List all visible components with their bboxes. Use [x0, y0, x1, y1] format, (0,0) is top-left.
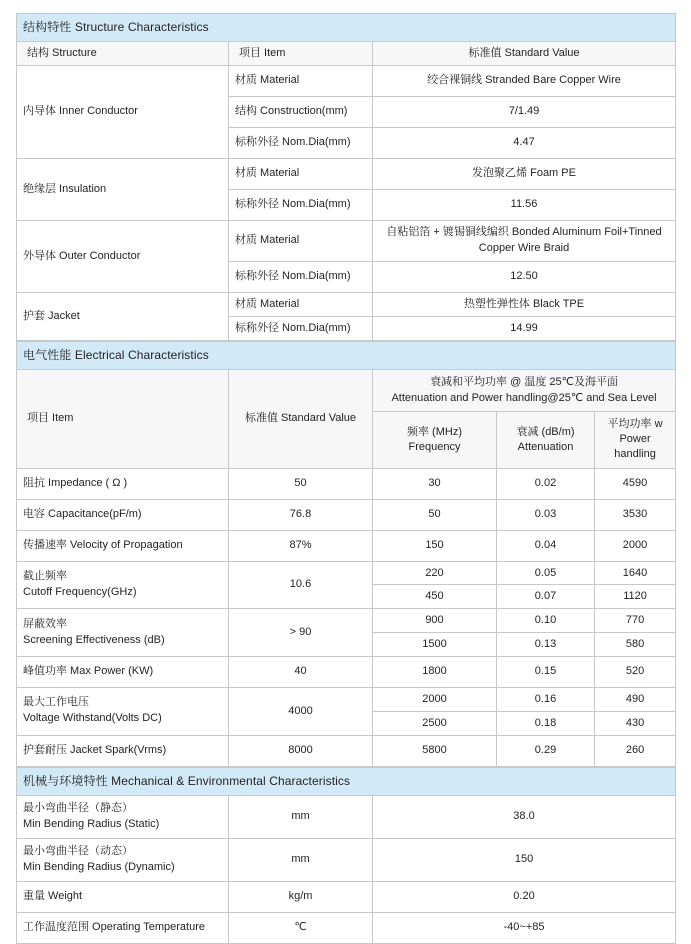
attenuation-value: 0.02 [497, 468, 595, 499]
electrical-item-label [17, 561, 229, 609]
electrical-item-label-en: Cutoff Frequency(GHz) [23, 585, 137, 598]
table-row [17, 468, 676, 499]
table-row [17, 220, 676, 261]
header-item: 项目 Item [17, 369, 229, 468]
mechanical-row-label-cn: 最小弯曲半径（动态） [23, 844, 133, 857]
table-row [17, 687, 676, 711]
group-label-outer-conductor: 外导体 Outer Conductor [17, 220, 229, 292]
item-value: 热塑性弹性体 Black TPE [373, 292, 676, 316]
table-row [17, 795, 676, 838]
electrical-item-value: 40 [229, 656, 373, 687]
item-label: 标称外径 Nom.Dia(mm) [229, 127, 373, 158]
power-value: 3530 [595, 499, 676, 530]
mechanical-value: -40~+85 [373, 912, 676, 943]
header-frequency-en: Frequency [408, 440, 461, 453]
structure-column-header-row [17, 42, 676, 66]
item-value: 7/1.49 [373, 96, 676, 127]
header-power-handling-en1: Power [619, 433, 651, 446]
table-row [17, 881, 676, 912]
header-power-handling-en2: handling [614, 447, 656, 460]
frequency-value: 5800 [373, 735, 497, 766]
item-label: 结构 Construction(mm) [229, 96, 373, 127]
electrical-item-value: 10.6 [229, 561, 373, 609]
electrical-item-value: 50 [229, 468, 373, 499]
mechanical-unit: kg/m [229, 881, 373, 912]
header-frequency [373, 411, 497, 468]
electrical-item-label-en: Voltage Withstand(Volts DC) [23, 712, 162, 725]
header-frequency-cn: 频率 (MHz) [407, 425, 462, 438]
mechanical-value: 0.20 [373, 881, 676, 912]
frequency-value: 900 [373, 609, 497, 633]
mechanical-unit: mm [229, 838, 373, 881]
header-attenuation-power-group-en: Attenuation and Power handling@25℃ and Sea Level [391, 392, 657, 405]
frequency-value: 450 [373, 585, 497, 609]
electrical-item-label-cn: 屏蔽效率 [23, 617, 67, 630]
mechanical-row-label-cn: 最小弯曲半径（静态） [23, 801, 133, 814]
table-row [17, 912, 676, 943]
mechanical-unit: mm [229, 795, 373, 838]
electrical-characteristics-table [16, 341, 676, 767]
frequency-value: 50 [373, 499, 497, 530]
electrical-item-label: 峰值功率 Max Power (KW) [17, 656, 229, 687]
item-value: 自粘铝箔 + 镀锡铜线编织 Bonded Aluminum Foil+Tinned Copper Wire Braid [373, 220, 676, 261]
header-attenuation-en: Attenuation [517, 440, 574, 453]
electrical-item-value: 76.8 [229, 499, 373, 530]
power-value: 520 [595, 656, 676, 687]
header-standard-value: 标准值 Standard Value [373, 42, 676, 66]
mechanical-row-label: 工作温度范围 Operating Temperature [17, 912, 229, 943]
electrical-item-value: 8000 [229, 735, 373, 766]
attenuation-value: 0.05 [497, 561, 595, 585]
frequency-value: 2500 [373, 711, 497, 735]
mechanical-row-label: 重量 Weight [17, 881, 229, 912]
power-value: 430 [595, 711, 676, 735]
electrical-item-label: 电容 Capacitance(pF/m) [17, 499, 229, 530]
frequency-value: 220 [373, 561, 497, 585]
frequency-value: 2000 [373, 687, 497, 711]
header-attenuation [497, 411, 595, 468]
item-label: 材质 Material [229, 65, 373, 96]
table-row [17, 158, 676, 189]
item-label: 材质 Material [229, 220, 373, 261]
attenuation-value: 0.13 [497, 633, 595, 657]
frequency-value: 150 [373, 530, 497, 561]
item-label: 材质 Material [229, 158, 373, 189]
power-value: 770 [595, 609, 676, 633]
mechanical-row-label-en: Min Bending Radius (Dynamic) [23, 860, 175, 873]
attenuation-value: 0.15 [497, 656, 595, 687]
header-attenuation-cn: 衰减 (dB/m) [516, 425, 575, 438]
frequency-value: 1800 [373, 656, 497, 687]
electrical-item-label: 传播速率 Velocity of Propagation [17, 530, 229, 561]
item-label: 标称外径 Nom.Dia(mm) [229, 261, 373, 292]
item-label: 标称外径 Nom.Dia(mm) [229, 316, 373, 340]
table-row [17, 499, 676, 530]
mechanical-environmental-table [16, 767, 676, 944]
item-value: 4.47 [373, 127, 676, 158]
item-value: 12.50 [373, 261, 676, 292]
electrical-item-label: 阻抗 Impedance ( Ω ) [17, 468, 229, 499]
section-banner-row [17, 341, 676, 369]
header-power-handling-cn: 平均功率 w [607, 418, 663, 431]
group-label-jacket: 护套 Jacket [17, 292, 229, 340]
power-value: 1120 [595, 585, 676, 609]
group-label-insulation: 绝缘层 Insulation [17, 158, 229, 220]
electrical-item-label-cn: 最大工作电压 [23, 696, 89, 709]
table-row [17, 292, 676, 316]
electrical-item-label: 护套耐压 Jacket Spark(Vrms) [17, 735, 229, 766]
header-standard-value: 标准值 Standard Value [229, 369, 373, 468]
frequency-value: 1500 [373, 633, 497, 657]
structure-characteristics-table [16, 13, 676, 341]
header-power-handling [595, 411, 676, 468]
specification-sheet [16, 13, 675, 944]
electrical-section-banner: 电气性能 Electrical Characteristics [17, 341, 676, 369]
attenuation-value: 0.04 [497, 530, 595, 561]
structure-section-banner: 结构特性 Structure Characteristics [17, 14, 676, 42]
attenuation-value: 0.29 [497, 735, 595, 766]
item-label: 标称外径 Nom.Dia(mm) [229, 189, 373, 220]
table-row [17, 609, 676, 633]
power-value: 1640 [595, 561, 676, 585]
attenuation-value: 0.07 [497, 585, 595, 609]
header-attenuation-power-group [373, 369, 676, 411]
mechanical-value: 150 [373, 838, 676, 881]
item-value: 绞合裸铜线 Stranded Bare Copper Wire [373, 65, 676, 96]
attenuation-value: 0.16 [497, 687, 595, 711]
item-label: 材质 Material [229, 292, 373, 316]
frequency-value: 30 [373, 468, 497, 499]
attenuation-value: 0.18 [497, 711, 595, 735]
mechanical-unit: ℃ [229, 912, 373, 943]
mechanical-row-label [17, 795, 229, 838]
electrical-item-label [17, 687, 229, 735]
table-row [17, 735, 676, 766]
header-structure: 结构 Structure [17, 42, 229, 66]
table-row [17, 656, 676, 687]
power-value: 4590 [595, 468, 676, 499]
attenuation-value: 0.10 [497, 609, 595, 633]
electrical-item-label [17, 609, 229, 657]
electrical-item-value: > 90 [229, 609, 373, 657]
group-label-inner-conductor: 内导体 Inner Conductor [17, 65, 229, 158]
table-row [17, 65, 676, 96]
electrical-group-header-row [17, 369, 676, 411]
item-value: 11.56 [373, 189, 676, 220]
table-row [17, 530, 676, 561]
mechanical-section-banner: 机械与环境特性 Mechanical & Environmental Characteristics [17, 767, 676, 795]
mechanical-row-label-en: Min Bending Radius (Static) [23, 817, 160, 830]
mechanical-row-label [17, 838, 229, 881]
table-row [17, 561, 676, 585]
power-value: 580 [595, 633, 676, 657]
power-value: 260 [595, 735, 676, 766]
header-attenuation-power-group-cn: 衰减和平均功率 @ 温度 25℃及海平面 [430, 375, 618, 388]
table-row [17, 838, 676, 881]
section-banner-row [17, 767, 676, 795]
mechanical-value: 38.0 [373, 795, 676, 838]
electrical-item-value: 4000 [229, 687, 373, 735]
electrical-item-label-cn: 截止频率 [23, 569, 67, 582]
section-banner-row [17, 14, 676, 42]
electrical-item-label-en: Screening Effectiveness (dB) [23, 633, 165, 646]
attenuation-value: 0.03 [497, 499, 595, 530]
electrical-item-value: 87% [229, 530, 373, 561]
power-value: 2000 [595, 530, 676, 561]
item-value: 发泡聚乙烯 Foam PE [373, 158, 676, 189]
header-item: 项目 Item [229, 42, 373, 66]
item-value: 14.99 [373, 316, 676, 340]
power-value: 490 [595, 687, 676, 711]
